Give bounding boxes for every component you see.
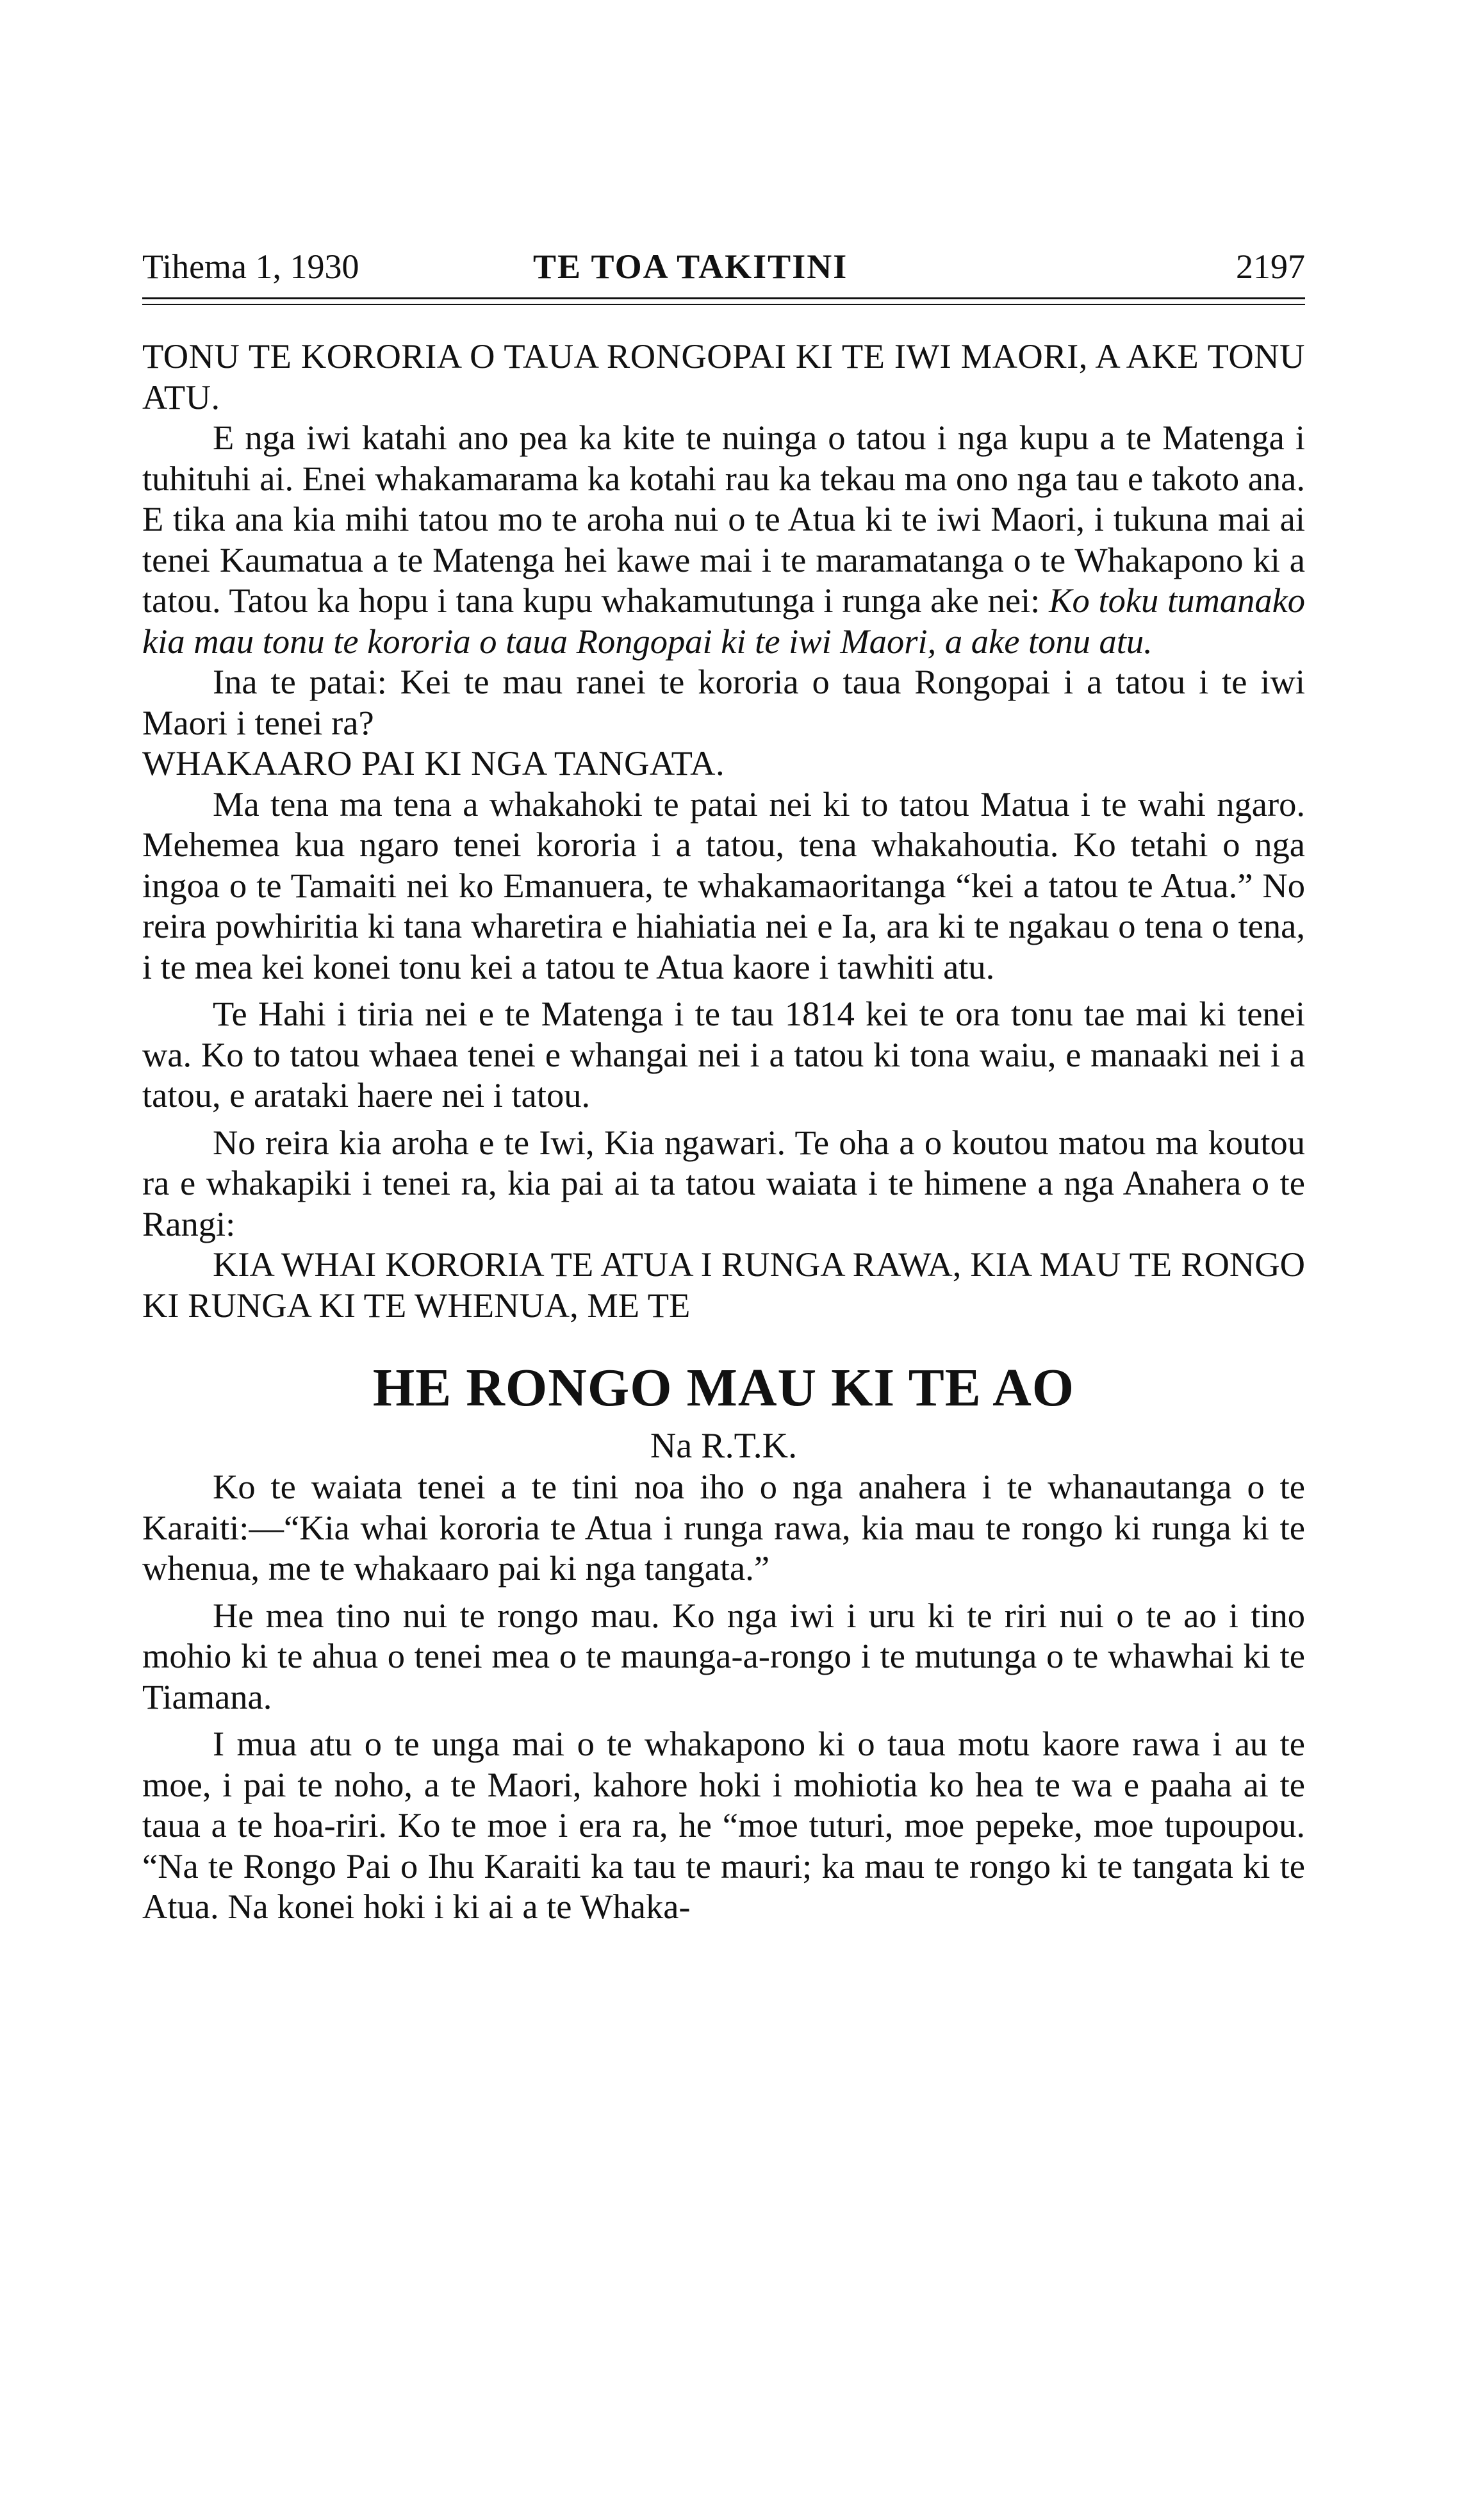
- paragraph: Ma tena ma tena a whakahoki te patai nei ki to tatou Matua i te wahi ngaro. Mehemea kua ngaro tenei kororia i a tatou, tena whakahoutia. Ko tetahi o nga ingoa o te Tamaiti nei ko Emanuera, te whakamaoritanga “kei a tatou te Atua.” No reira powhiritia ki tana wharetira e hiahiatia nei e Ia, ara ki te ngakau o tena o tena, i te mea kei konei tonu kei a tatou te Atua kaore i tawhiti atu.: [142, 784, 1305, 986]
- newspaper-page: [142, 244, 1305, 2448]
- hymn-quote: KIA WHAI KORORIA TE ATUA I RUNGA RAWA, KIA MAU TE RONGO KI RUNGA KI TE WHENUA, ME TE: [142, 1245, 1305, 1325]
- header-rule-thick: [142, 297, 1305, 299]
- article-title: HE RONGO MAU KI TE AO: [372, 1358, 1075, 1418]
- paragraph-text: E nga iwi katahi ano pea ka kite te nuinga o tatou i nga kupu a te Matenga i tuhituhi ai. Enei whakamarama ka kotahi rau ka tekau ma ono nga tau e takoto ana. E tika ana kia mihi tatou mo te aroha nui o te Atua ki te iwi Maori, i tukuna mai ai tenei Kaumatua a te Matenga hei kawe mai i te maramatanga o te Whakapono ki a tatou. Tatou ka hopu i tana kupu whakamutunga i runga ake nei:: [142, 418, 1305, 620]
- page-number: 2197: [1236, 247, 1305, 286]
- italic-quote: Ko toku tumanako kia mau tonu te kororia o taua Rongopai ki te iwi Maori, a ake tonu atu.: [142, 581, 1306, 661]
- article-heading: TONU TE KORORIA O TAUA RONGOPAI KI TE IWI MAORI, A AKE TONU ATU.: [142, 336, 1305, 417]
- running-header: [142, 244, 1305, 290]
- paragraph: He mea tino nui te rongo mau. Ko nga iwi i uru ki te riri nui o te ao i tino mohio ki te ahua o tenei mea o te maunga-a-rongo i te mutunga o te whawhai ki te Tiamana.: [142, 1595, 1305, 1716]
- paragraph: I mua atu o te unga mai o te whakapono ki o taua motu kaore rawa i au te moe, i pai te noho, a te Maori, kahore hoki i mohiotia ko hea te wa e paaha ai te taua a te hoa-riri. Ko te moe i era ra, he “moe tuturi, moe pepeke, moe tupoupou. “Na te Rongo Pai o Ihu Karaiti ka tau te mauri; ka mau te rongo ki te tangata ki te Atua. Na konei hoki i ki ai a te Whaka-: [142, 1724, 1305, 1926]
- header-rule-thin: [142, 304, 1305, 305]
- article-byline: Na R.T.K.: [650, 1426, 798, 1466]
- section-subheading: WHAKAARO PAI KI NGA TANGATA.: [142, 743, 725, 783]
- article-body: [142, 336, 1305, 1927]
- newspaper-title: TE TOA TAKITINI: [533, 247, 848, 286]
- issue-date: Tihema 1, 1930: [142, 247, 359, 286]
- paragraph: Ina te patai: Kei te mau ranei te kororia o taua Rongopai i a tatou i te iwi Maori i tenei ra?: [142, 662, 1305, 742]
- paragraph: [142, 417, 1305, 661]
- paragraph: No reira kia aroha e te Iwi, Kia ngawari. Te oha a o koutou matou ma koutou ra e whakapiki i tenei ra, kia pai ai ta tatou waiata i te himene a nga Anahera o te Rangi:: [142, 1122, 1305, 1243]
- paragraph: Ko te waiata tenei a te tini noa iho o nga anahera i te whanautanga o te Karaiti:—“Kia whai kororia te Atua i runga rawa, kia mau te rongo ki runga ki te whenua, me te whakaaro pai ki nga tangata.”: [142, 1467, 1305, 1587]
- paragraph: Te Hahi i tiria nei e te Matenga i te tau 1814 kei te ora tonu tae mai ki tenei wa. Ko to tatou whaea tenei e whangai nei i a tatou ki tona waiu, e manaaki nei i a tatou, e arataki haere nei i tatou.: [142, 994, 1305, 1115]
